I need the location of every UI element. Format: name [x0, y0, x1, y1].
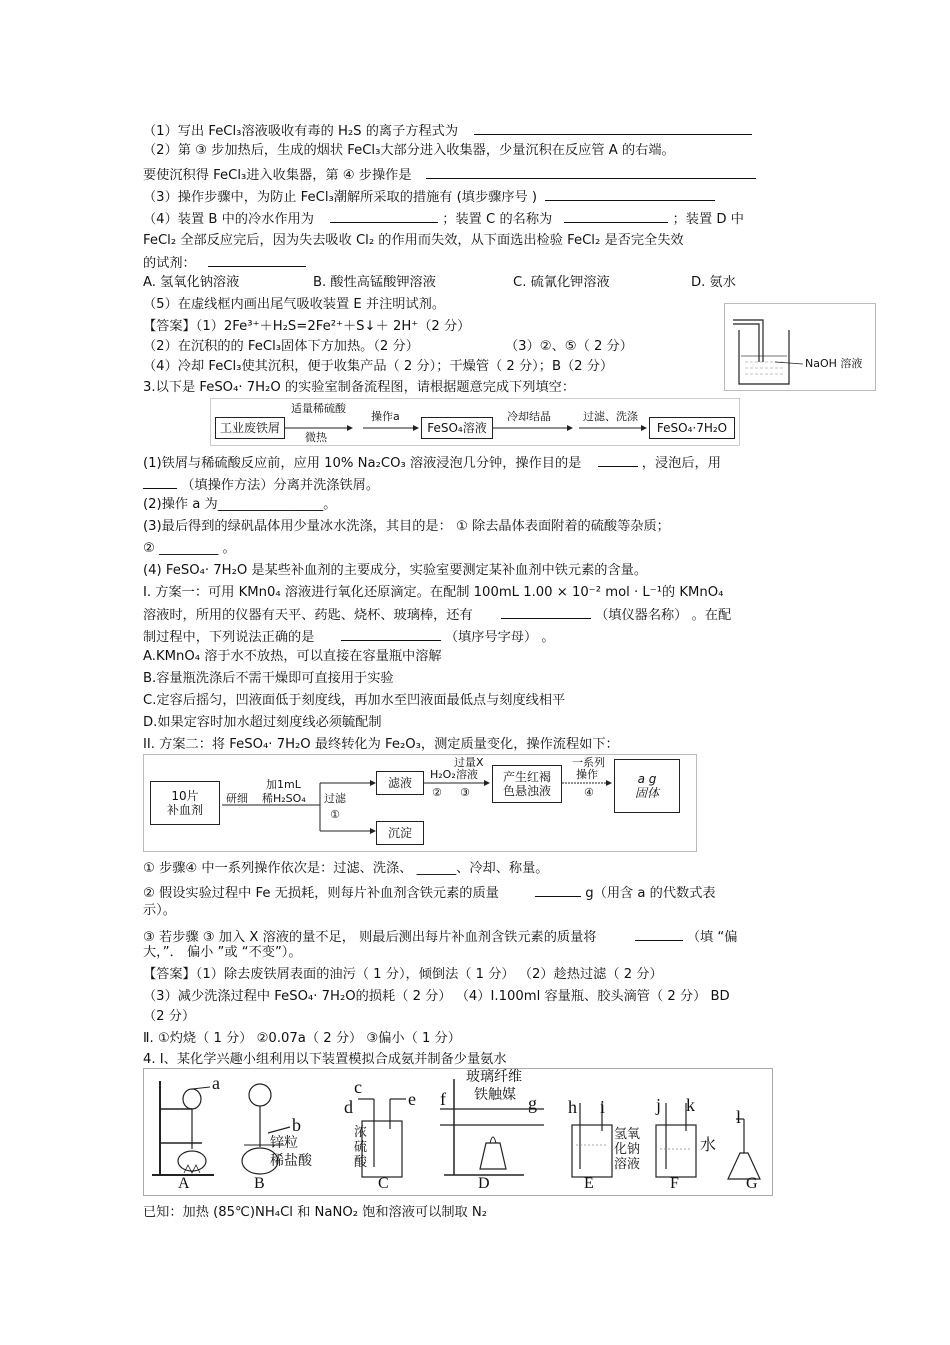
- label-naoh-solution: 氢氧 化钠 溶液: [614, 1127, 641, 1172]
- feso4-flow-chart: [210, 398, 740, 446]
- q2-line-4: （3）操作步骤中，为防止 FeCl₃潮解所采取的措施有 (填步骤序号 ): [143, 186, 715, 207]
- flow2-step-1: ①: [330, 808, 340, 821]
- q2-line-8: （5）在虚线框内画出尾气吸收装置 E 并注明试剂。: [143, 297, 446, 312]
- apparatus-label-C: C: [378, 1175, 389, 1192]
- q3-s3c: 大，”． 偏小 ”或 “不变”）。: [143, 945, 302, 960]
- q3-answer-3: （2 分）: [143, 1009, 196, 1024]
- q2-line-2: （2）第 ③ 步加热后，生成的烟状 FeCl₃大部分进入收集器，少量沉积在反应管 A 的右端。: [143, 143, 675, 158]
- answer-blank: [341, 626, 441, 641]
- port-d: d: [344, 1097, 353, 1117]
- answer-blank: [535, 882, 581, 897]
- q3-p3: (3)最后得到的绿矾晶体用少量冰水洗涤，其目的是： ① 除去晶体表面附着的硫酸等杂质；: [143, 519, 670, 534]
- q3-p1: (1)铁屑与稀硫酸反应前，应用 10% Na₂CO₃ 溶液浸泡几分钟，操作目的是 ，浸泡后，用: [143, 452, 721, 473]
- q3-option-d: D.如果定容时加水超过刻度线必须毓配制: [143, 715, 382, 730]
- port-j: j: [656, 1095, 662, 1115]
- apparatus-label-G: G: [746, 1175, 758, 1192]
- flow-label-filter: 过滤、洗涤: [583, 410, 638, 423]
- answer-blank: [330, 208, 438, 223]
- label-glass-fiber: 玻璃纤维: [466, 1069, 522, 1085]
- q2-line-3: 要使沉积得 FeCl₃进入收集器，第 ④ 步操作是: [143, 164, 756, 185]
- q2-answer-3: （4）冷却 FeCl₃使其沉积，便于收集产品（ 2 分）；干燥管（ 2 分）；B（2 分）: [143, 359, 614, 374]
- flow-box-scrap-iron: 工业废铁屑: [215, 417, 285, 439]
- answer-blank: [426, 164, 756, 179]
- naoh-beaker-figure: [724, 303, 876, 391]
- q3-option-b: B.容量瓶洗涤后不需干燥即可直接用于实验: [143, 671, 394, 686]
- q2-answer-1: 【答案】（1）2Fe³⁺＋H₂S=2Fe²⁺＋S↓＋ 2H⁺（2 分）: [143, 319, 471, 334]
- flow-box-crystal: FeSO₄·7H₂O: [649, 417, 735, 439]
- flow2-label-add: 加1mL: [266, 778, 301, 791]
- port-f: f: [440, 1089, 446, 1109]
- q3-answer-1: 【答案】（1）除去废铁屑表面的油污（ 1 分），倾倒法（ 1 分） （2）趁热过滤（ 2 分）: [143, 967, 663, 982]
- port-l: l: [736, 1107, 742, 1127]
- port-k: k: [686, 1095, 695, 1115]
- flow2-label-series: 一系列: [572, 756, 605, 769]
- q2-line-7: 的试剂：: [143, 252, 306, 273]
- q3-option-c: C.定容后摇匀，凹液面低于刻度线，再加水至凹液面最低点与刻度线相平: [143, 693, 566, 708]
- naoh-label: NaOH 溶液: [805, 357, 863, 370]
- beaker-drawing: [725, 304, 875, 390]
- q2-answer-2: （2）在沉积的的 FeCl₃固体下方加热。（2 分） （3）②、⑤（ 2 分）: [143, 339, 633, 354]
- q3-p2: (2)操作 a 为________________。: [143, 497, 337, 512]
- label-zinc: 锌粒: [270, 1135, 298, 1151]
- q2-line-1: （1）写出 FeCl₃溶液吸收有毒的 H₂S 的离子方程式为: [143, 120, 752, 141]
- port-b: b: [292, 1115, 301, 1135]
- label-conc-h2so4: 浓 硫 酸: [354, 1125, 368, 1170]
- q3-s2c: 示）。: [143, 903, 176, 918]
- flow2-label-acid: 稀H₂SO₄: [262, 792, 306, 805]
- flow2-label-solution: 溶液: [456, 768, 478, 781]
- flow2-box-solid: a g 固体: [614, 759, 680, 813]
- label-hcl: 稀盐酸: [270, 1153, 312, 1169]
- q2-line-6: FeCl₂ 全部反应完后，因为失去吸收 Cl₂ 的作用而失效，从下面选出检验 FeCl₂ 是否完全失效: [143, 233, 684, 248]
- flow-label-heat: 微热: [305, 431, 327, 444]
- flow-label-acid: 适量稀硫酸: [291, 402, 346, 415]
- flow2-box-suspension: 产生红褐 色悬浊液: [492, 765, 562, 803]
- answer-blank: [545, 186, 715, 201]
- q4-known: 已知：加热 (85℃)NH₄Cl 和 NaNO₂ 饱和溶液可以制取 N₂: [143, 1205, 488, 1220]
- q3-p4: (4) FeSO₄· 7H₂O 是某些补血剂的主要成分，实验室要测定某补血剂中铁元素的含量。: [143, 563, 648, 578]
- answer-blank: [474, 120, 752, 135]
- q3-title: 3.以下是 FeSO₄· 7H₂O 的实验室制备流程图，请根据题意完成下列填空：: [143, 380, 576, 395]
- q3-p6: II. 方案二：将 FeSO₄· 7H₂O 最终转化为 Fe₂O₃，测定质量变化，操作流程如下：: [143, 737, 619, 752]
- apparatus-label-D: D: [478, 1175, 490, 1192]
- answer-blank: [208, 252, 306, 267]
- flow2-box-precipitate: 沉淀: [376, 821, 424, 845]
- flow-label-op-a: 操作a: [371, 410, 400, 423]
- q3-p3b: ② _________ 。: [143, 541, 236, 556]
- q2-options: A. 氢氧化钠溶液 B. 酸性高锰酸钾溶液 C. 硫氰化钾溶液 D. 氨水: [143, 275, 736, 290]
- q3-p5a: I. 方案一：可用 KMn0₄ 溶液进行氧化还原滴定。在配制 100mL 1.00 × 10⁻² mol · L⁻¹的 KMnO₄: [143, 585, 724, 600]
- flow2-step-2: ②: [432, 786, 442, 799]
- apparatus-label-E: E: [584, 1175, 594, 1192]
- q3-answer-4: Ⅱ. ①灼烧（ 1 分） ②0.07a（ 2 分） ③偏小（ 1 分）: [143, 1031, 461, 1046]
- apparatus-label-B: B: [254, 1175, 265, 1192]
- iron-supplement-flow-chart: [143, 754, 697, 852]
- flow-label-cool: 冷却结晶: [507, 410, 551, 423]
- q3-answer-2: （3）减少洗涤过程中 FeSO₄· 7H₂O的损耗（ 2 分） （4）I.100ml 容量瓶、胶头滴管（ 2 分） BD: [143, 989, 730, 1004]
- q3-s3: ③ 若步骤 ③ 加入 X 溶液的量不足， 则最后测出每片补血剂含铁元素的质量将 （填 “偏: [143, 926, 737, 947]
- q3-option-a: A.KMnO₄ 溶于水不放热，可以直接在容量瓶中溶解: [143, 649, 442, 664]
- flow2-box-tablets: 10片 补血剂: [150, 781, 220, 825]
- flow2-label-filter: 过滤: [324, 792, 346, 805]
- q3-p1c: （填操作方法）分离并洗涤铁屑。: [143, 474, 379, 495]
- q2-line-5: （4）装置 B 中的冷水作用为 ；装置 C 的名称为 ；装置 D 中: [143, 208, 744, 229]
- q3-p5b: 溶液时，所用的仪器有天平、药匙、烧杯、玻璃棒，还有 （填仪器名称） 。在配: [143, 604, 731, 625]
- q3-s1: ① 步骤④ 中一系列操作依次是：过滤、洗涤、 ______、冷却、称量。: [143, 861, 549, 876]
- flow2-label-grind: 研细: [226, 792, 248, 805]
- apparatus-label-F: F: [670, 1175, 679, 1192]
- answer-blank: [501, 604, 591, 619]
- flow2-label-operation: 操作: [576, 768, 598, 781]
- port-e: e: [408, 1089, 416, 1109]
- answer-blank: [598, 452, 638, 467]
- flow2-label-h2o2: H₂O₂: [430, 768, 456, 781]
- q4-title: 4. I、某化学兴趣小组利用以下装置模拟合成氨并制备少量氨水: [143, 1052, 507, 1067]
- flow2-step-4: ④: [584, 786, 594, 799]
- port-i: i: [600, 1097, 606, 1117]
- apparatus-label-A: A: [178, 1175, 190, 1192]
- label-water: 水: [700, 1135, 717, 1154]
- flow2-step-3: ③: [460, 786, 470, 799]
- port-h: h: [568, 1097, 577, 1117]
- answer-blank: [143, 474, 177, 489]
- label-iron-catalyst: 铁触媒: [474, 1087, 516, 1103]
- q3-p5d: 制过程中，下列说法正确的是 （填序号字母） 。: [143, 626, 555, 647]
- apparatus-figure: [143, 1068, 773, 1196]
- answer-blank: [564, 208, 668, 223]
- q3-s2: ② 假设实验过程中 Fe 无损耗，则每片补血剂含铁元素的质量 g（用含 a 的代数式表: [143, 882, 716, 903]
- flow2-label-x: 过量X: [454, 756, 484, 769]
- port-c: c: [354, 1077, 362, 1097]
- answer-blank: [635, 926, 683, 941]
- flow-box-feso4-solution: FeSO₄溶液: [421, 417, 493, 439]
- port-a: a: [212, 1073, 220, 1093]
- port-g: g: [528, 1093, 537, 1113]
- flow2-box-filtrate: 滤液: [376, 771, 424, 795]
